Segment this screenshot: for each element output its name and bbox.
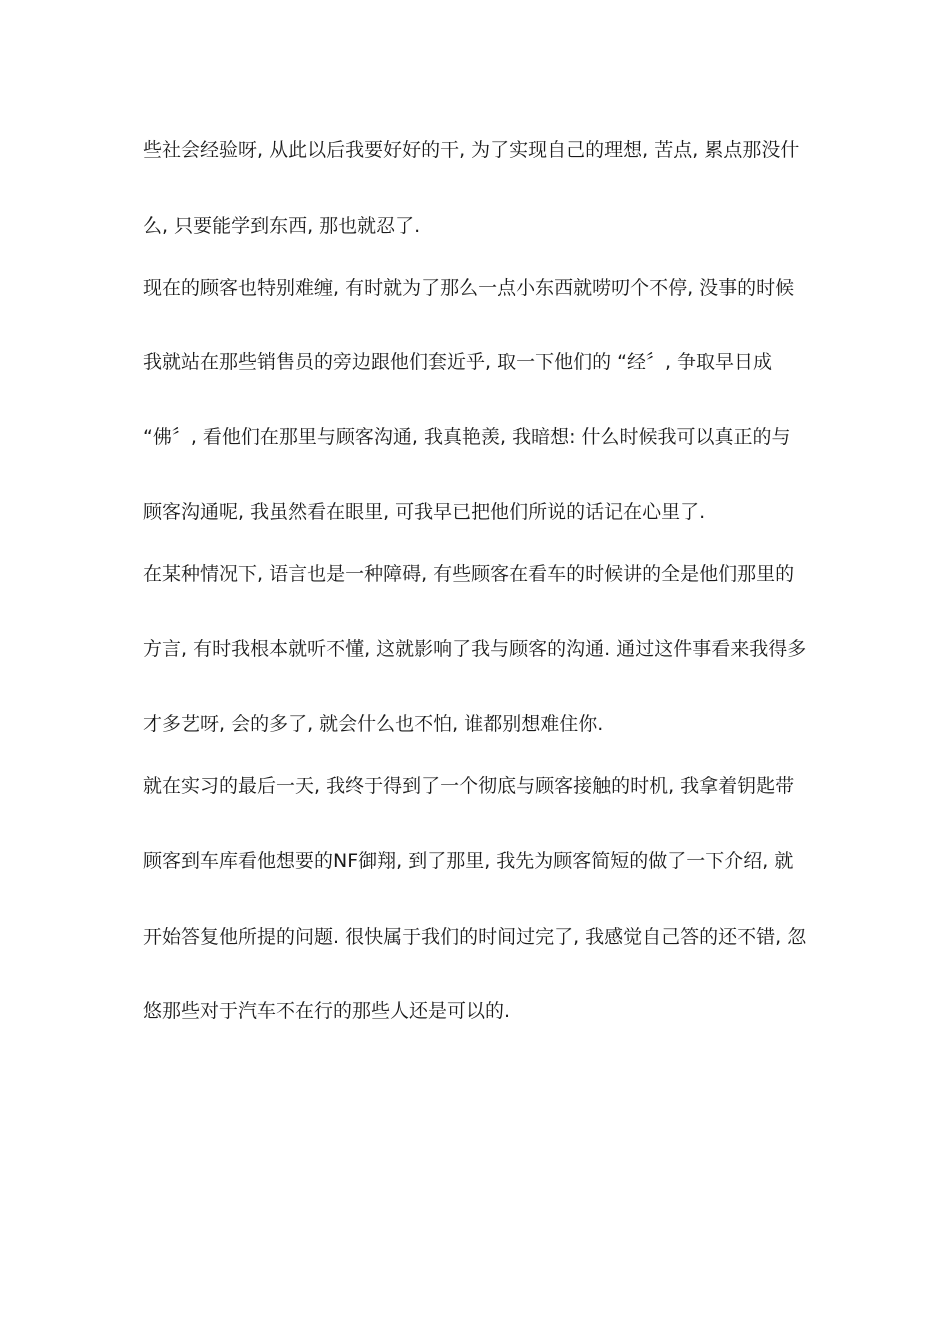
text-line: 顾客到车库看他想要的NF御翔, 到了那里, 我先为顾客简短的做了一下介绍, 就 bbox=[143, 850, 794, 872]
text-line: 方言, 有时我根本就听不懂, 这就影响了我与顾客的沟通. 通过这件事看来我得多 bbox=[143, 638, 807, 660]
text-line: 悠那些对于汽车不在行的那些人还是可以的. bbox=[143, 1000, 511, 1022]
text-line: 么, 只要能学到东西, 那也就忍了. bbox=[143, 215, 421, 237]
text-line: 开始答复他所提的问题. 很快属于我们的时间过完了, 我感觉自己答的还不错, 忽 bbox=[143, 926, 807, 948]
text-line: 现在的顾客也特别难缠, 有时就为了那么一点小东西就唠叨个不停, 没事的时候 bbox=[143, 277, 795, 299]
text-line: 就在实习的最后一天, 我终于得到了一个彻底与顾客接触的时机, 我拿着钥匙带 bbox=[143, 775, 795, 797]
text-line: 顾客沟通呢, 我虽然看在眼里, 可我早已把他们所说的话记在心里了. bbox=[143, 501, 706, 523]
text-line: 我就站在那些销售员的旁边跟他们套近乎, 取一下他们的 “经〞, 争取早日成 bbox=[143, 351, 773, 373]
text-line: 在某种情况下, 语言也是一种障碍, 有些顾客在看车的时候讲的全是他们那里的 bbox=[143, 563, 795, 585]
text-line: 些社会经验呀, 从此以后我要好好的干, 为了实现自己的理想, 苦点, 累点那没什 bbox=[143, 139, 800, 161]
text-line: “佛〞, 看他们在那里与顾客沟通, 我真艳羡, 我暗想: 什么时候我可以真正的与 bbox=[143, 426, 791, 448]
text-line: 才多艺呀, 会的多了, 就会什么也不怕, 谁都别想难住你. bbox=[143, 713, 604, 735]
